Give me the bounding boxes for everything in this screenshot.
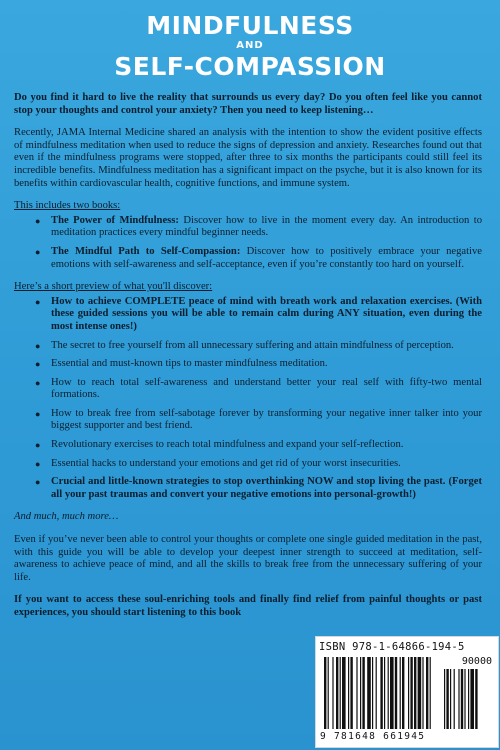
book-item xyxy=(51,215,482,240)
jama-paragraph: Recently, JAMA Internal Medicine shared an analysis with the intention to show the evident positive effects of mindfulness meditation when used to reduce the signs of depression and anxiety. Researches found out that even if the mindfulness programs were stopped, after three to six months the participants could still feel its incredible benefits. Mindfulness meditation has a significant impact on the psyche, but it is also known for its benefits within cardiovascular health, cognitive functions, and immune system. xyxy=(14,127,482,189)
book-title: The Power of Mindfulness: xyxy=(51,214,179,226)
preview-item: ● Essential and must-known tips to master mindfulness meditation. xyxy=(51,358,482,371)
intro-question: Do you find it hard to live the reality that surrounds us every day? Do you often feel like you cannot stop your thoughts and control your anxiety? Then you need to keep listening… xyxy=(14,92,482,116)
books-heading: This includes two books: xyxy=(14,200,121,212)
preview-item: ● Essential hacks to understand your emotions and get rid of your worst insecurities. xyxy=(51,458,482,471)
barcode-icon xyxy=(322,657,492,731)
barcode-digits: 9 781648 661945 xyxy=(320,731,426,742)
preview-list xyxy=(14,296,482,502)
book-description: Discover how to live in the moment every day. An introduction to meditation practices every mindful beginner needs. xyxy=(51,214,482,239)
and-more: And much, much more… xyxy=(14,511,119,523)
isbn-number: ISBN 978-1-64866-194-5 xyxy=(319,641,465,653)
book-title: The Mindful Path to Self-Compassion: xyxy=(51,245,241,257)
preview-item: ● How to reach total self-awareness and understand better your real self with fifty-two mental formations. xyxy=(51,377,482,402)
title-line-1: MINDFULNESS xyxy=(146,11,354,40)
preview-item: ● How to achieve COMPLETE peace of mind with breath work and relaxation exercises. (With these guided sessions you will be able to remain calm during ANY situation, even during the most intense ones!) xyxy=(51,296,482,334)
book-item xyxy=(51,246,482,271)
book-description: Discover how to positively embrace your negative emotions with self-awareness and self-acceptance, even if you’re constantly too hard on yourself. xyxy=(51,245,482,270)
title-line-2: SELF-COMPASSION xyxy=(114,52,386,81)
call-to-action: If you want to access these soul-enriching tools and finally find relief from painful thoughts or past experiences, you should start listening to this book xyxy=(14,594,482,618)
preview-item: ● The secret to free yourself from all unnecessary suffering and attain mindfulness of perception. xyxy=(51,340,482,353)
preview-item: ● Revolutionary exercises to reach total mindfulness and expand your self-reflection. xyxy=(51,439,482,452)
preview-heading: Here’s a short preview of what you'll discover: xyxy=(14,281,213,293)
back-cover-text xyxy=(14,92,482,630)
closing-paragraph: Even if you’ve never been able to control your thoughts or complete one single guided meditation in the past, with this guide you will be able to develop your deepest inner strength to succeed at meditation, self-awareness to achieve peace of mind, and all the skills to break free from the unnecessary suffering of your life. xyxy=(14,534,482,583)
title-and: AND xyxy=(236,40,264,51)
cover-title xyxy=(0,12,500,80)
price-code: 90000 xyxy=(461,656,492,667)
preview-item: ● Crucial and little-known strategies to stop overthinking NOW and stop living the past. (Forget all your past traumas and convert your negative emotions into personal-growth!) xyxy=(51,476,482,501)
preview-item: ● How to break free from self-sabotage forever by transforming your negative inner talker into your biggest supporter and best friend. xyxy=(51,408,482,433)
books-list xyxy=(14,215,482,271)
isbn-barcode xyxy=(315,636,499,748)
